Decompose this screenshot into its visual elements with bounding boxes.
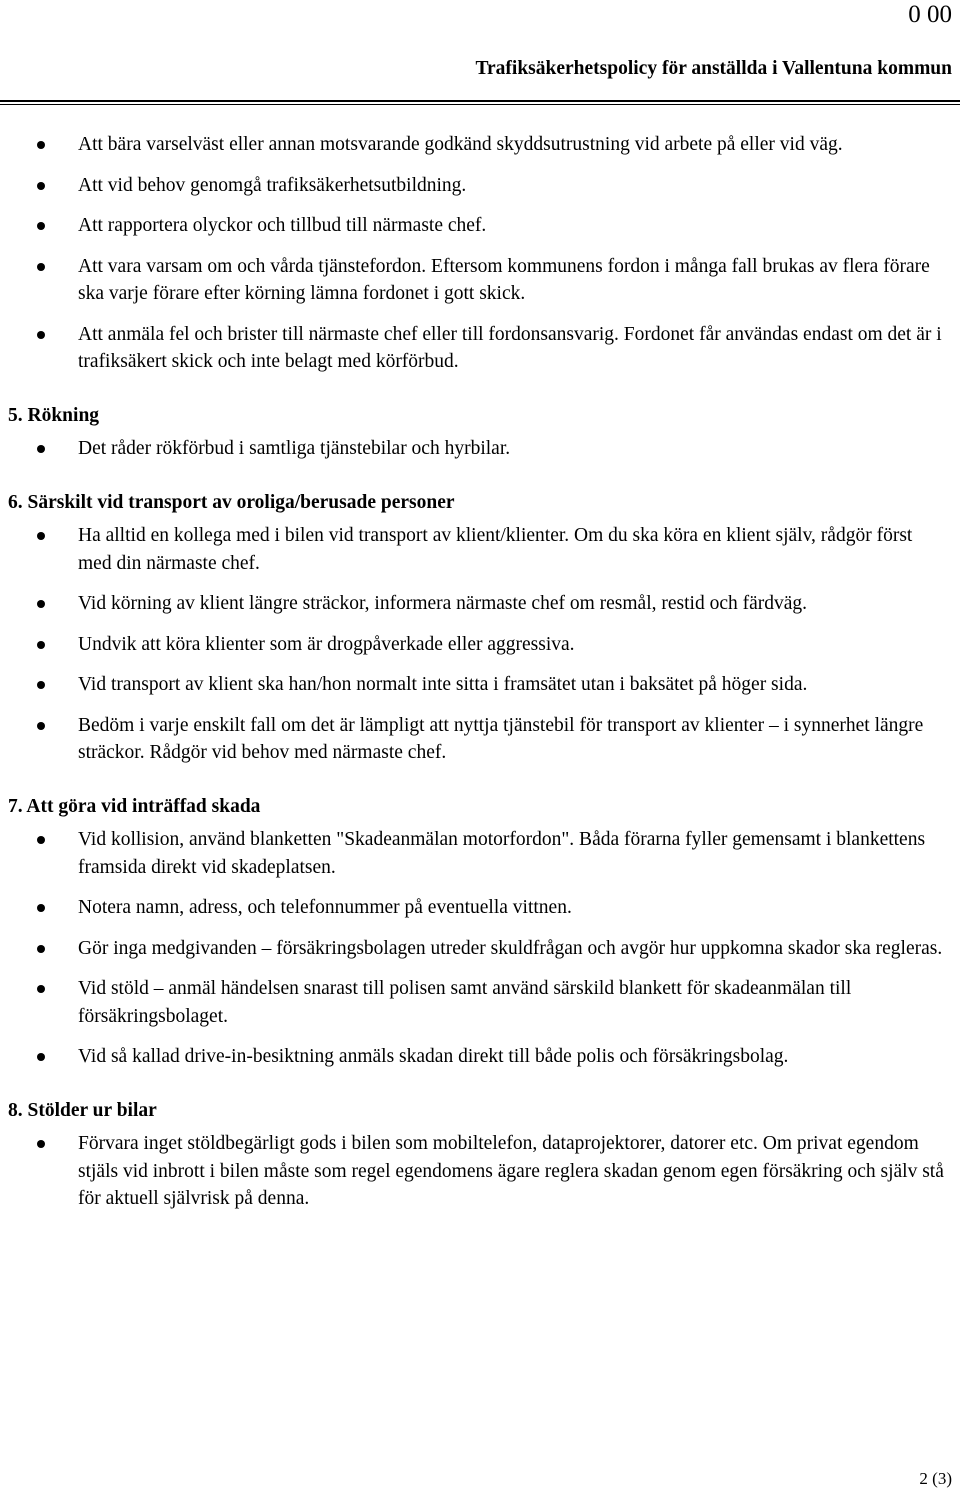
document-title: Trafiksäkerhetspolicy för anställda i Vallentuna kommun xyxy=(475,58,952,79)
section-heading: 6. Särskilt vid transport av oroliga/berusade personer xyxy=(8,491,455,513)
list-item-text: Ha alltid en kollega med i bilen vid transport av klient/klienter. Om du ska köra en klient själv, rådgör först med din närmaste chef. xyxy=(78,525,913,574)
bullet-icon xyxy=(37,222,45,230)
bullet-icon xyxy=(37,331,45,339)
bullet-icon xyxy=(37,722,45,730)
list-item-text: Att bära varselväst eller annan motsvarande godkänd skyddsutrustning vid arbete på eller vid väg. xyxy=(78,134,843,155)
list-item xyxy=(0,631,945,659)
list-item xyxy=(0,1043,945,1071)
bullet-icon xyxy=(37,836,45,844)
list-item-text: Att vid behov genomgå trafiksäkerhetsutbildning. xyxy=(78,174,467,196)
bullet-icon xyxy=(37,1140,45,1148)
list-item xyxy=(0,894,945,922)
list-item xyxy=(0,826,945,881)
list-item-text: Notera namn, adress, och telefonnummer på eventuella vittnen. xyxy=(78,897,572,918)
intro-list xyxy=(0,131,945,376)
list-item-text: Vid kollision, använd blanketten "Skadeanmälan motorfordon". Båda förarna fyller gemensamt i blankettens framsida direkt vid skadeplatsen. xyxy=(78,829,926,878)
bullet-icon xyxy=(37,182,45,190)
list-item-text: Att anmäla fel och brister till närmaste chef eller till fordonsansvarig. Fordonet får användas endast om det är i trafiksäkert skick och inte belagt med körförbud. xyxy=(78,323,942,372)
section-heading: 5. Rökning xyxy=(8,404,100,426)
list-item-text: Vid körning av klient längre sträckor, informera närmaste chef om resmål, restid och färdväg. xyxy=(78,593,808,614)
list-item-text: Vid så kallad drive-in-besiktning anmäls skadan direkt till både polis och försäkringsbolag. xyxy=(78,1046,789,1067)
section-list xyxy=(0,1130,945,1213)
bullet-icon xyxy=(37,263,45,271)
list-item xyxy=(0,131,945,159)
list-item xyxy=(0,522,945,577)
list-item-text: Det råder rökförbud i samtliga tjänstebilar och hyrbilar. xyxy=(78,438,511,459)
list-item xyxy=(0,253,945,308)
bullet-icon xyxy=(37,904,45,912)
list-item-text: Undvik att köra klienter som är drogpåverkade eller aggressiva. xyxy=(78,633,575,655)
bullet-icon xyxy=(37,641,45,649)
section-skada xyxy=(0,793,945,1071)
list-item xyxy=(0,712,945,767)
list-item-text: Att vara varsam om och vårda tjänstefordon. Eftersom kommunens fordon i många fall brukas av flera förare ska varje förare efter körning lämna fordonet i gott skick. xyxy=(78,255,930,304)
list-item xyxy=(0,212,945,240)
list-item xyxy=(0,935,945,963)
bullet-icon xyxy=(37,600,45,608)
document-number: 0 00 xyxy=(908,1,952,28)
header-rule xyxy=(0,100,960,102)
list-item xyxy=(0,172,945,200)
section-heading: 8. Stölder ur bilar xyxy=(8,1099,157,1121)
section-transport xyxy=(0,489,945,767)
section-rokning xyxy=(0,402,945,463)
section-list xyxy=(0,522,945,767)
list-item xyxy=(0,1130,945,1213)
page-number: 2 (3) xyxy=(919,1469,952,1488)
list-item-text: Att rapportera olyckor och tillbud till närmaste chef. xyxy=(78,215,487,236)
bullet-icon xyxy=(37,445,45,453)
list-item xyxy=(0,435,945,463)
bullet-icon xyxy=(37,532,45,540)
section-list xyxy=(0,826,945,1071)
header-rule-thin xyxy=(0,104,960,105)
section-heading: 7. Att göra vid inträffad skada xyxy=(8,795,261,817)
list-item xyxy=(0,671,945,699)
bullet-icon xyxy=(37,141,45,149)
list-item-text: Vid stöld – anmäl händelsen snarast till polisen samt använd särskild blankett för skadeanmälan till försäkringsbolaget. xyxy=(78,978,852,1027)
bullet-icon xyxy=(37,985,45,993)
list-item-text: Bedöm i varje enskilt fall om det är lämpligt att nyttja tjänstebil för transport av klienter – i synnerhet längre sträckor. Rådgör vid behov med närmaste chef. xyxy=(78,714,924,763)
section-stolder xyxy=(0,1097,945,1213)
bullet-icon xyxy=(37,681,45,689)
section-list xyxy=(0,435,945,463)
list-item xyxy=(0,321,945,376)
list-item xyxy=(0,590,945,618)
bullet-icon xyxy=(37,1053,45,1061)
list-item-text: Gör inga medgivanden – försäkringsbolagen utreder skuldfrågan och avgör hur uppkomna skador ska regleras. xyxy=(78,937,943,959)
document-body xyxy=(0,131,945,1226)
bullet-icon xyxy=(37,945,45,953)
list-item-text: Förvara inget stöldbegärligt gods i bilen som mobiltelefon, dataprojektorer, datorer etc. Om privat egendom stjäls vid inbrott i bilen måste som regel egendomens ägare reglera skadan genom egen försäkring och själv stå för aktuell självrisk på denna. xyxy=(78,1133,944,1209)
list-item xyxy=(0,975,945,1030)
list-item-text: Vid transport av klient ska han/hon normalt inte sitta i framsätet utan i baksätet på höger sida. xyxy=(78,674,808,695)
